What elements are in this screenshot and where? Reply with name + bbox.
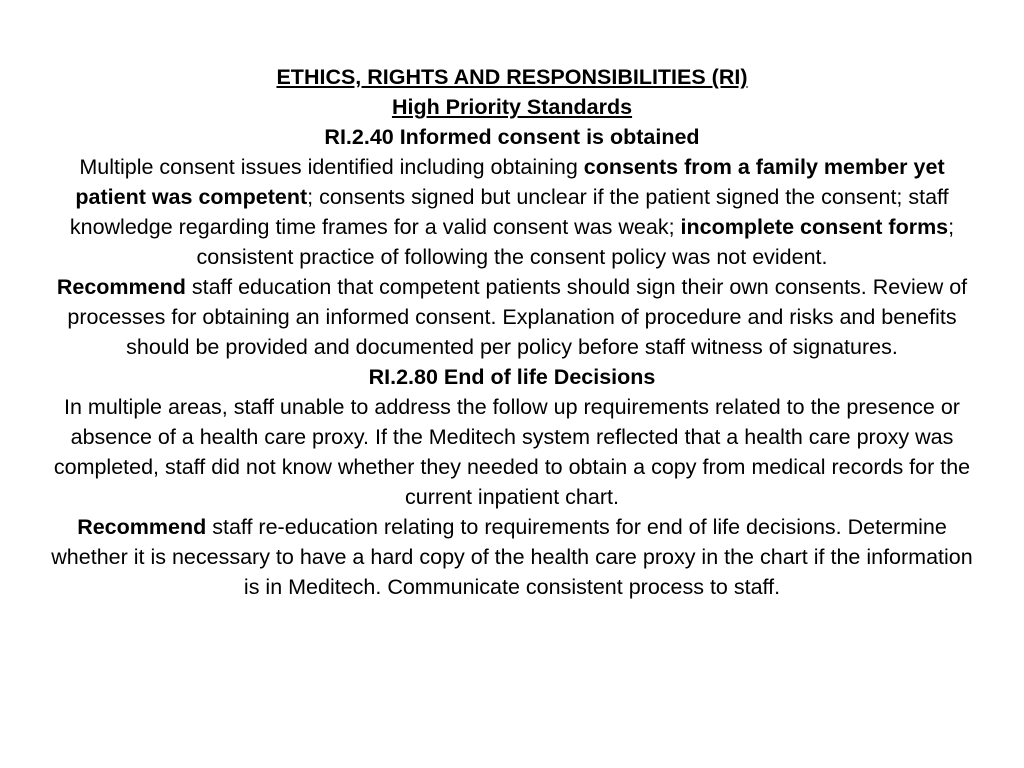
standard-title-ri-2-80: RI.2.80 End of life Decisions <box>368 365 656 389</box>
finding-text: ; consistent practice of following the consent policy was not evident. <box>196 215 955 269</box>
standard-finding-ri-2-80: In multiple areas, staff unable to address the follow up requirements related to the presence or absence of a health care proxy. If the Meditech system reflected that a health care proxy was completed, staff did not know whether they needed to obtain a copy from medical records for the current inpatient chart. <box>53 395 971 509</box>
finding-text: ; consents signed but unclear if the patient signed the consent; staff knowledge regarding time frames for a valid consent was weak; <box>69 185 949 239</box>
standard-finding-ri-2-40 <box>44 152 980 272</box>
recommendation-ri-2-40 <box>44 272 980 362</box>
finding-emphasis: incomplete consent forms <box>680 215 949 239</box>
recommendation-text: staff education that competent patients should sign their own consents. Review of processes for obtaining an informed consent. Explanation of procedure and risks and benefits should be provided and documented per policy before staff witness of signatures. <box>67 275 968 359</box>
slide-title: ETHICS, RIGHTS AND RESPONSIBILITIES (RI) <box>276 65 748 89</box>
standard-title-ri-2-40: RI.2.40 Informed consent is obtained <box>324 125 700 149</box>
recommend-label: Recommend <box>56 275 186 299</box>
slide-body <box>44 62 980 602</box>
finding-text: Multiple consent issues identified including obtaining <box>79 155 584 179</box>
recommend-label: Recommend <box>77 515 207 539</box>
recommendation-text: staff re-education relating to requirements for end of life decisions. Determine whether it is necessary to have a hard copy of the health care proxy in the chart if the information is in Meditech. Communicate consistent process to staff. <box>51 515 973 599</box>
slide-subtitle: High Priority Standards <box>391 95 633 119</box>
recommendation-ri-2-80 <box>44 512 980 602</box>
finding-emphasis: consents from a family member yet patient was competent <box>75 155 945 209</box>
